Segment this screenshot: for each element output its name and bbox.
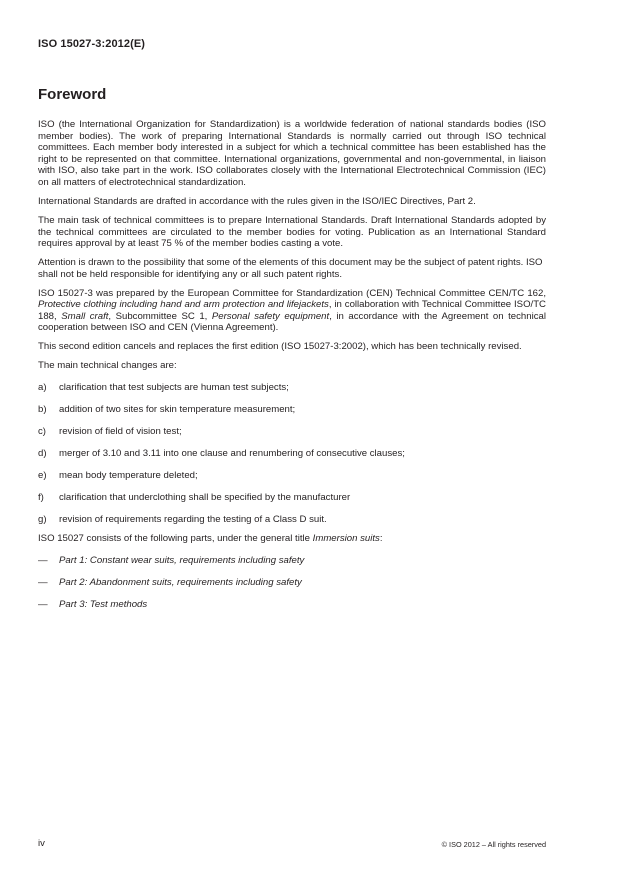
list-item-text: merger of 3.10 and 3.11 into one clause and renumbering of consecutive clauses; [59, 447, 405, 459]
standard-identifier: ISO 15027-3:2012(E) [38, 38, 146, 50]
list-item-text: clarification that underclothing shall be specified by the manufacturer [59, 491, 351, 503]
paragraph-changes-intro: The main technical changes are: [38, 360, 177, 372]
list-item [38, 577, 546, 589]
parts-intro-text-2: : [379, 532, 383, 544]
parts-intro-text-1: ISO 15027 consists of the following parts, under the general title [38, 532, 313, 544]
committee-title-italic: Protective clothing including hand and arm protection and lifejackets [38, 299, 329, 311]
small-craft-italic: Small craft [61, 310, 109, 322]
list-item [38, 492, 546, 504]
parts-list [38, 555, 546, 611]
foreword-body [38, 119, 546, 621]
list-item-text: Part 2: Abandonment suits, requirements including safety [59, 576, 302, 588]
paragraph-directives: International Standards are drafted in accordance with the rules given in the ISO/IEC Directives, Part 2. [38, 195, 476, 207]
list-item [38, 382, 546, 394]
dash-marker: — [38, 576, 48, 588]
list-item [38, 514, 546, 526]
paragraph-iso-intro: ISO (the International Organization for Standardization) is a worldwide federation of national standards bodies (ISO member bodies). The work of preparing International Standards is normally carried out through ISO technical committees. Each member body interested in a subject for which a technical committee has been established has the right to be represented on that committee. International organizations, governmental and non-governmental, in liaison with ISO, also take part in the work. ISO collaborates closely with the International Electrotechnical Commission (IEC) on all matters of electrotechnical standardization. [38, 119, 546, 188]
list-marker: c) [38, 425, 46, 437]
changes-list [38, 382, 546, 526]
prepared-by-text-3: , Subcommittee SC 1, [108, 310, 212, 322]
list-marker: f) [38, 491, 44, 503]
paragraph-main-task: The main task of technical committees is to prepare International Standards. Draft International Standards adopted by the technical committees are circulated to the member bodies for voting. Publication as an International Standard requires approval by at least 75 % of the member bodies casting a vote. [38, 214, 546, 250]
prepared-by-text-2: , in collaboration with Technical Committee ISO/TC 188, [38, 299, 546, 322]
list-item [38, 448, 546, 460]
safety-equipment-italic: Personal safety equipment [211, 310, 330, 322]
prepared-by-text-4: , in accordance with the Agreement on technical cooperation between ISO and CEN (Vienna Agreement). [38, 310, 546, 334]
paragraph-parts-intro [38, 533, 546, 545]
list-item-text: clarification that test subjects are human test subjects; [59, 381, 289, 393]
list-marker: e) [38, 469, 47, 481]
list-item-text: Part 1: Constant wear suits, requirements including safety [59, 554, 305, 566]
page-title: Foreword [38, 86, 107, 103]
page-number: iv [38, 838, 45, 849]
paragraph-patent-rights: Attention is drawn to the possibility that some of the elements of this document may be the subject of patent rights. ISO shall not be held responsible for identifying any or all such patent rights. [38, 257, 543, 280]
general-title-italic: Immersion suits [312, 532, 380, 544]
list-item-text: mean body temperature deleted; [59, 469, 198, 481]
list-item [38, 426, 546, 438]
list-item [38, 599, 546, 611]
list-item-text: Part 3: Test methods [59, 598, 148, 610]
list-item-text: revision of requirements regarding the testing of a Class D suit. [59, 513, 327, 525]
list-item [38, 404, 546, 416]
copyright-notice: © ISO 2012 – All rights reserved [441, 840, 546, 849]
paragraph-prepared-by [38, 288, 546, 334]
prepared-by-text-1: ISO 15027-3 was prepared by the European Committee for Standardization (CEN) Technical Committee CEN/TC 162, [38, 287, 546, 299]
list-marker: g) [38, 513, 47, 525]
dash-marker: — [38, 554, 48, 566]
list-item [38, 555, 546, 567]
list-marker: d) [38, 447, 47, 459]
paragraph-second-edition: This second edition cancels and replaces the first edition (ISO 15027-3:2002), which has been technically revised. [38, 341, 522, 353]
dash-marker: — [38, 598, 48, 610]
list-marker: a) [38, 381, 47, 393]
list-item-text: addition of two sites for skin temperature measurement; [59, 403, 296, 415]
list-item-text: revision of field of vision test; [59, 425, 182, 437]
list-item [38, 470, 546, 482]
list-marker: b) [38, 403, 47, 415]
